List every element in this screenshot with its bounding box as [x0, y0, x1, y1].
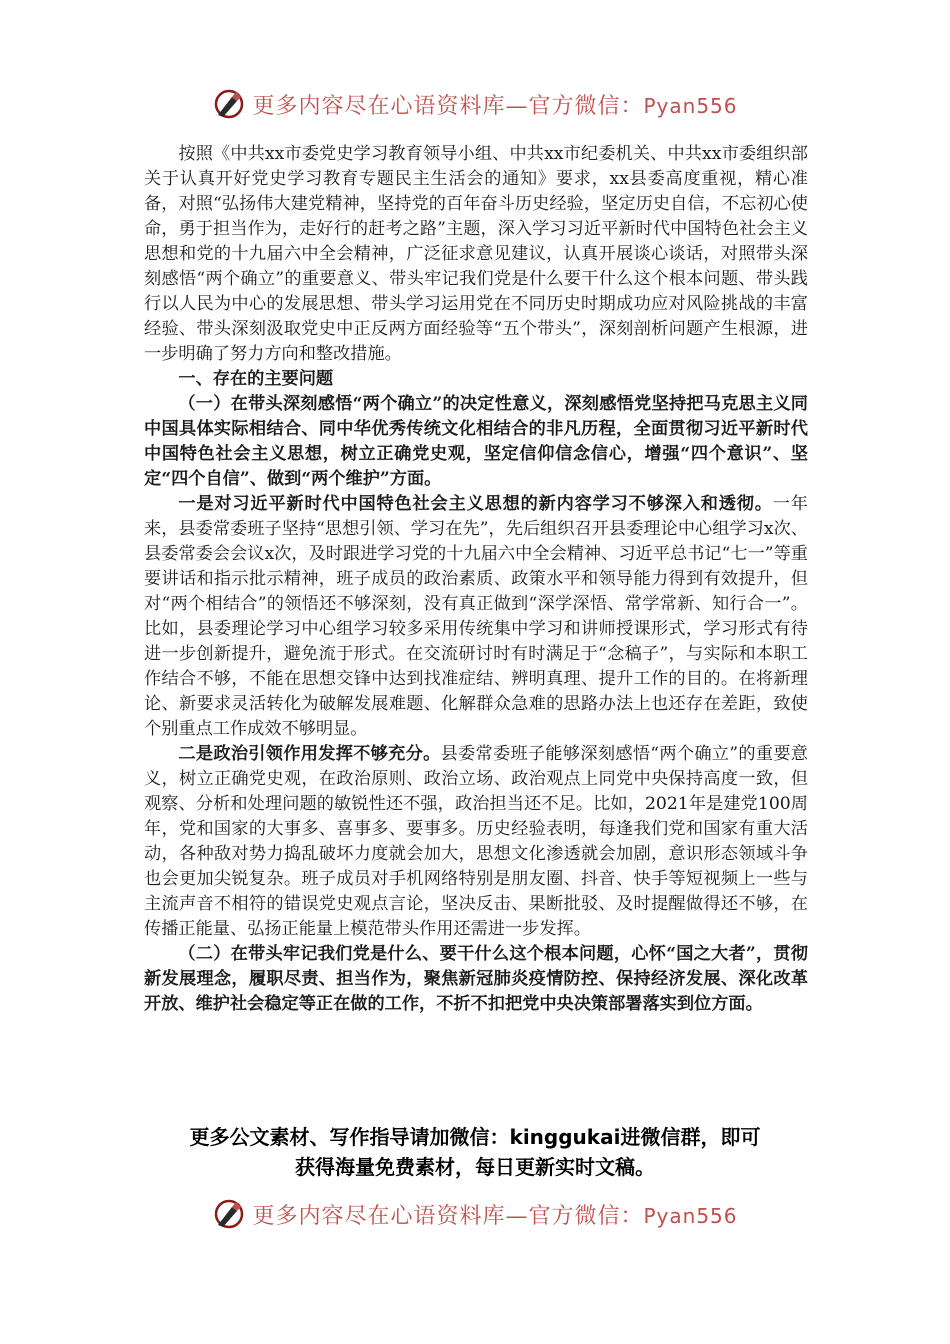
intro-paragraph: 按照《中共xx市委党史学习教育领导小组、中共xx市纪委机关、中共xx市委组织部关于认真开好党史学习教育专题民主生活会的通知》要求，xx县委高度重视，精心准备，对照“弘扬伟大建党精神，坚持党的百年奋斗历史经验，坚定历史自信，不忘初心使命，勇于担当作为，走好行的赶考之路”主题，深入学习习近平新时代中国特色社会主义思想和党的十九届六中全会精神，广泛征求意见建议，认真开展谈心谈话，对照带头深刻感悟“两个确立”的重要意义、带头牢记我们党是什么要干什么这个根本问题、带头践行以人民为中心的发展思想、带头学习运用党在不同历史时期成功应对风险挑战的丰富经验、带头深刻汲取党史中正反两方面经验等“五个带头”，深刻剖析问题产生根源，进一步明确了努力方向和整改措施。 [144, 144, 808, 364]
promo-notice [140, 1122, 810, 1182]
subsection-heading-1: （一）在带头深刻感悟“两个确立”的决定性意义，深刻感悟党坚持把马克思主义同中国具体实际相结合、同中华优秀传统文化相结合的非凡历程，全面贯彻习近平新时代中国特色社会主义思想，树立正确党史观，坚定信仰信念信心，增强“四个意识”、坚定“四个自信”、做到“两个维护”方面。 [144, 394, 808, 489]
point-2-lead: 二是政治引领作用发挥不够充分。 [178, 744, 441, 764]
point-1-lead: 一是对习近平新时代中国特色社会主义思想的新内容学习不够深入和透彻。 [178, 494, 773, 514]
pen-nib-logo-icon [212, 1197, 246, 1231]
banner-text: 更多内容尽在心语资料库—官方微信：Pyan556 [252, 1203, 738, 1229]
header-banner [0, 82, 950, 126]
section-heading: 一、存在的主要问题 [178, 369, 334, 389]
point-2-paragraph [144, 742, 808, 942]
subsection-heading-2: （二）在带头牢记我们党是什么、要干什么这个根本问题，心怀“国之大者”，贯彻新发展理念，履职尽责、担当作为，聚焦新冠肺炎疫情防控、保持经济发展、深化改革开放、维护社会稳定等正在做的工作，不折不扣把党中央决策部署落实到位方面。 [144, 944, 808, 1014]
point-2-body: 县委常委班子能够深刻感悟“两个确立”的重要意义，树立正确党史观，在政治原则、政治立场、政治观点上同党中央保持高度一致，但观察、分析和处理问题的敏锐性还不强，政治担当还不足。比如，2021年是建党100周年，党和国家的大事多、喜事多、要事多。历史经验表明，每逢我们党和国家有重大活动，各种敌对势力捣乱破坏力度就会加大，思想文化渗透就会加剧，意识形态领域斗争也会更加尖锐复杂。班子成员对手机网络特别是朋友圈、抖音、快手等短视频上一些与主流声音不相符的错误党史观点言论，坚决反击、果断批驳、及时提醒做得还不够，在传播正能量、弘扬正能量上模范带头作用还需进一步发挥。 [144, 744, 808, 939]
banner-text: 更多内容尽在心语资料库—官方微信：Pyan556 [252, 93, 738, 119]
promo-line-2: 获得海量免费素材，每日更新实时文稿。 [295, 1155, 655, 1179]
point-1-paragraph [144, 492, 808, 742]
promo-line-1: 更多公文素材、写作指导请加微信：kinggukai进微信群，即可 [189, 1125, 761, 1149]
pen-nib-logo-icon [212, 87, 246, 121]
footer-banner [0, 1192, 950, 1236]
point-1-body: 一年来，县委常委班子坚持“思想引领、学习在先”，先后组织召开县委理论中心组学习x次、县委常委会会议x次，及时跟进学习党的十九届六中全会精神、习近平总书记“七一”等重要讲话和指示批示精神，班子成员的政治素质、政策水平和领导能力得到有效提升，但对“两个相结合”的领悟还不够深刻，没有真正做到“深学深悟、常学常新、知行合一”。比如，县委理论学习中心组学习较多采用传统集中学习和讲师授课形式，学习形式有待进一步创新提升，避免流于形式。在交流研讨时有时满足于“念稿子”，与实际和本职工作结合不够，不能在思想交锋中达到找准症结、辨明真理、提升工作的目的。在将新理论、新要求灵活转化为破解发展难题、化解群众急难的思路办法上也还存在差距，致使个别重点工作成效不够明显。 [144, 494, 808, 739]
document-body [144, 142, 808, 1017]
